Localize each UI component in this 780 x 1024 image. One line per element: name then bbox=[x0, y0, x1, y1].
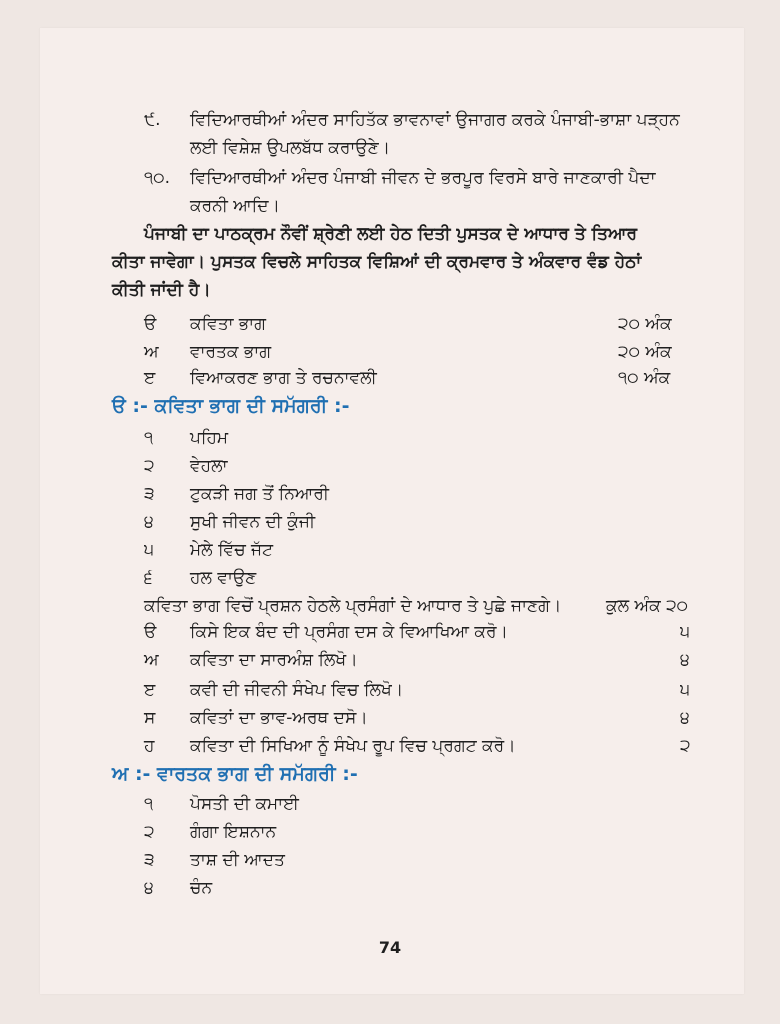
question-text: ਕਿਸੇ ਇਕ ਬੰਦ ਦੀ ਪ੍ਰਸੰਗ ਦਸ ਕੇ ਵਿਆਖਿਆ ਕਰੋ। bbox=[190, 622, 509, 642]
question-marks: ੫ bbox=[680, 680, 691, 700]
prose-title: ਪੋਸਤੀ ਦੀ ਕਮਾਈ bbox=[190, 794, 299, 814]
section-marks: ੨੦ ਅੰਕ bbox=[618, 342, 672, 362]
section-letter: ੳ bbox=[144, 314, 157, 334]
intro-paragraph-line: ਪੰਜਾਬੀ ਦਾ ਪਾਠਕ੍ਰਮ ਨੌਵੀਂ ਸ਼੍ਰੇਣੀ ਲਈ ਹੇਠ ਦਿਤੀ ਪੁਸਤਕ ਦੇ ਆਧਾਰ ਤੇ ਤਿਆਰ bbox=[144, 224, 638, 244]
section-letter: ਅ bbox=[144, 342, 159, 362]
prose-section-heading: ਅ :- ਵਾਰਤਕ ਭਾਗ ਦੀ ਸਮੱਗਰੀ :- bbox=[112, 763, 358, 785]
question-marks: ੨ bbox=[680, 736, 691, 756]
question-letter: ਹ bbox=[144, 736, 155, 756]
poem-number: ੪ bbox=[144, 512, 154, 532]
poem-number: ੩ bbox=[144, 484, 155, 504]
objective-number: ੯. bbox=[144, 110, 161, 130]
question-marks: ੪ bbox=[680, 650, 690, 670]
objective-number: ੧੦. bbox=[144, 168, 171, 188]
prose-number: ੨ bbox=[144, 822, 155, 842]
poem-title: ਵੇਹਲਾ bbox=[190, 456, 228, 476]
question-letter: ਅ bbox=[144, 650, 159, 670]
prose-number: ੪ bbox=[144, 878, 154, 898]
section-name: ਵਾਰਤਕ ਭਾਗ bbox=[190, 342, 272, 362]
intro-paragraph-line: ਕੀਤਾ ਜਾਵੇਗਾ। ਪੁਸਤਕ ਵਿਚਲੇ ਸਾਹਿਤਕ ਵਿਸ਼ਿਆਂ ਦੀ ਕ੍ਰਮਵਾਰ ਤੇ ਅੰਕਵਾਰ ਵੰਡ ਹੇਠਾਂ bbox=[112, 252, 642, 272]
poetry-section-heading: ੳ :- ਕਵਿਤਾ ਭਾਗ ਦੀ ਸਮੱਗਰੀ :- bbox=[112, 395, 350, 417]
question-text: ਕਵਿਤਾ ਦੀ ਸਿਖਿਆ ਨੂੰ ਸੰਖੇਪ ਰੂਪ ਵਿਚ ਪ੍ਰਗਟ ਕਰੋ। bbox=[190, 736, 516, 756]
questions-total-marks: ਕੁਲ ਅੰਕ ੨੦ bbox=[606, 596, 689, 616]
question-text: ਕਵਿਤਾਂ ਦਾ ਭਾਵ-ਅਰਥ ਦਸੋ। bbox=[190, 708, 368, 728]
prose-title: ਚੰਨ bbox=[190, 878, 213, 898]
section-letter: ੲ bbox=[144, 368, 156, 388]
section-name: ਕਵਿਤਾ ਭਾਗ bbox=[190, 314, 266, 334]
section-name: ਵਿਆਕਰਣ ਭਾਗ ਤੇ ਰਚਨਾਵਲੀ bbox=[190, 368, 377, 388]
poem-number: ੫ bbox=[144, 540, 155, 560]
prose-number: ੩ bbox=[144, 850, 155, 870]
poem-title: ਹਲ ਵਾਉਣ bbox=[190, 568, 257, 588]
question-letter: ੳ bbox=[144, 622, 157, 642]
objective-text: ਕਰਨੀ ਆਦਿ। bbox=[190, 196, 280, 216]
poem-title: ਟੁਕੜੀ ਜਗ ਤੋਂ ਨਿਆਰੀ bbox=[190, 484, 329, 504]
prose-number: ੧ bbox=[144, 794, 154, 814]
objective-text: ਵਿਦਿਆਰਥੀਆਂ ਅੰਦਰ ਪੰਜਾਬੀ ਜੀਵਨ ਦੇ ਭਰਪੂਰ ਵਿਰਸੇ ਬਾਰੇ ਜਾਣਕਾਰੀ ਪੈਦਾ bbox=[190, 168, 656, 188]
question-text: ਕਵਿਤਾ ਦਾ ਸਾਰਅੰਸ਼ ਲਿਖੋ। bbox=[190, 650, 358, 670]
questions-intro: ਕਵਿਤਾ ਭਾਗ ਵਿਚੋਂ ਪ੍ਰਸ਼ਨ ਹੇਠਲੇ ਪ੍ਰਸੰਗਾਂ ਦੇ ਆਧਾਰ ਤੇ ਪੁਛੇ ਜਾਣਗੇ। bbox=[144, 596, 562, 616]
section-marks: ੨੦ ਅੰਕ bbox=[618, 314, 672, 334]
question-marks: ੫ bbox=[680, 622, 691, 642]
section-marks: ੧੦ ਅੰਕ bbox=[618, 368, 671, 388]
objective-text: ਲਈ ਵਿਸ਼ੇਸ਼ ਉਪਲਬੱਧ ਕਰਾਉਣੇ। bbox=[190, 138, 391, 158]
page-number: 74 bbox=[378, 938, 402, 957]
poem-number: ੬ bbox=[144, 568, 153, 588]
prose-title: ਗੰਗਾ ਇਸ਼ਨਾਨ bbox=[190, 822, 277, 842]
question-text: ਕਵੀ ਦੀ ਜੀਵਨੀ ਸੰਖੇਪ ਵਿਚ ਲਿਖੋ। bbox=[190, 680, 404, 700]
prose-title: ਤਾਸ਼ ਦੀ ਆਦਤ bbox=[190, 850, 285, 870]
poem-title: ਮੇਲੇ ਵਿੱਚ ਜੱਟ bbox=[190, 540, 274, 560]
intro-paragraph-line: ਕੀਤੀ ਜਾਂਦੀ ਹੈ। bbox=[112, 280, 211, 300]
poem-number: ੧ bbox=[144, 428, 154, 448]
poem-title: ਪਹਿਮ bbox=[190, 428, 229, 448]
question-marks: ੪ bbox=[680, 708, 690, 728]
poem-title: ਸੁਖੀ ਜੀਵਨ ਦੀ ਕੁੰਜੀ bbox=[190, 512, 316, 532]
objective-text: ਵਿਦਿਆਰਥੀਆਂ ਅੰਦਰ ਸਾਹਿਤੱਕ ਭਾਵਨਾਵਾਂ ਉਜਾਗਰ ਕਰਕੇ ਪੰਜਾਬੀ-ਭਾਸ਼ਾ ਪੜ੍ਹਨ bbox=[190, 110, 680, 130]
question-letter: ੲ bbox=[144, 680, 156, 700]
question-letter: ਸ bbox=[144, 708, 156, 728]
poem-number: ੨ bbox=[144, 456, 155, 476]
